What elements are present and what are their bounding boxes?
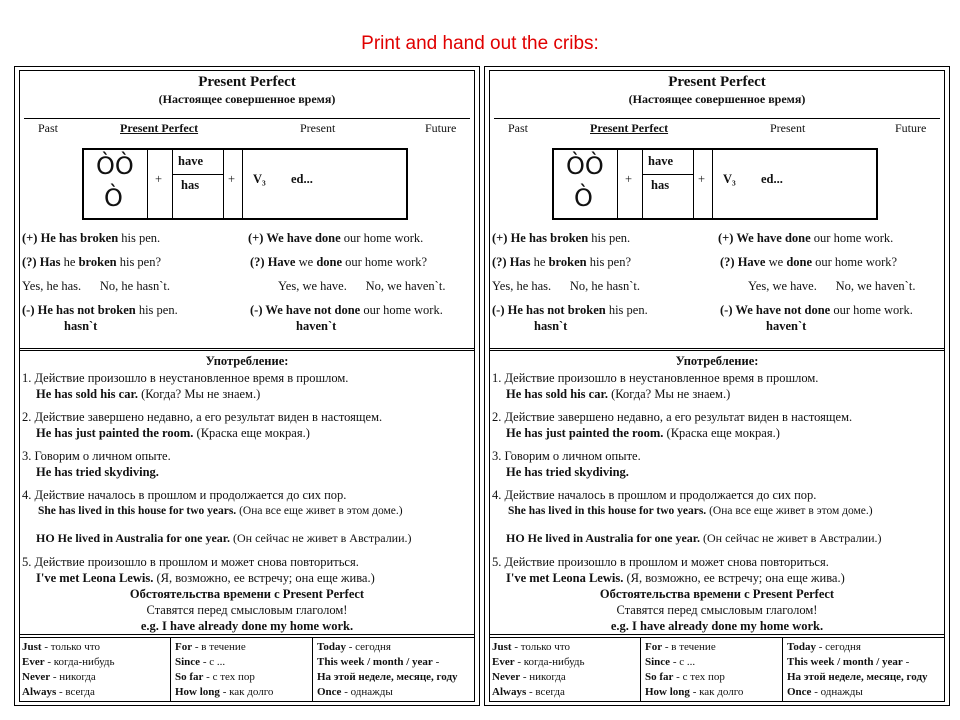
usage-5-example: I've met Leona Lewis. (Я, возможно, ее встречу; она еще жива.) — [506, 571, 845, 585]
contraction-hasnt: hasn`t — [534, 319, 568, 333]
usage-2: 2. Действие завершено недавно, а его результат виден в настоящем. — [492, 410, 853, 424]
example-question-1: (?) Has he broken his pen? — [22, 255, 162, 269]
timeline-present-perfect: Present Perfect — [120, 121, 199, 135]
usage-4-example: She has lived in this house for two years. (Она все еще живет в этом доме.) — [38, 505, 403, 517]
timeline-future: Future — [895, 121, 927, 135]
timeline-present: Present — [770, 121, 806, 135]
adverb-row: Just - только что — [22, 641, 100, 653]
timeline-past: Past — [38, 121, 59, 135]
formula-box — [82, 148, 408, 220]
verb-v3: V₃ — [253, 172, 266, 186]
usage-3: 3. Говорим о личном опыте. — [22, 449, 171, 463]
usage-3: 3. Говорим о личном опыте. — [492, 449, 641, 463]
timeline-past: Past — [508, 121, 529, 135]
usage-section — [490, 350, 944, 635]
adverbs-col-2 — [175, 640, 311, 700]
adverb-row: So far - с тех пор — [645, 671, 725, 683]
divider — [24, 118, 470, 119]
usage-5: 5. Действие произошло в прошлом и может снова повториться. — [492, 555, 829, 569]
adverbs-rule: Ставятся перед смысловым глаголом! — [616, 603, 818, 617]
adverb-row: How long - как долго — [645, 686, 744, 698]
example-positive-2: (+) We have done our home work. — [248, 231, 424, 245]
adverb-row: Just - только что — [492, 641, 570, 653]
adverb-row: For - в течение — [645, 641, 716, 653]
rule-section — [20, 71, 474, 349]
adverbs-col-3 — [787, 640, 943, 700]
adverb-row: На этой неделе, месяце, году — [317, 671, 458, 683]
plus-sign: + — [625, 172, 633, 186]
aux-have: have — [648, 154, 673, 168]
adverb-row: Ever - когда-нибудь — [492, 656, 585, 668]
adverb-row: Once - однажды — [787, 686, 863, 698]
adverbs-rule: Ставятся перед смысловым глаголом! — [146, 603, 348, 617]
usage-2-example: He has just painted the room. (Краска еще мокрая.) — [506, 426, 780, 440]
short-answers-1: Yes, he has. No, he hasn`t. — [492, 279, 641, 293]
contraction-hasnt: hasn`t — [64, 319, 98, 333]
subject-plural-icon: ÒÒ — [566, 152, 604, 180]
usage-5: 5. Действие произошло в прошлом и может снова повториться. — [22, 555, 359, 569]
timeline-present-perfect: Present Perfect — [590, 121, 669, 135]
usage-4: 4. Действие началось в прошлом и продолжается до сих пор. — [22, 488, 347, 502]
usage-3-example: He has tried skydiving. — [36, 465, 159, 479]
usage-5-example: I've met Leona Lewis. (Я, возможно, ее встречу; она еще жива.) — [36, 571, 375, 585]
usage-2: 2. Действие завершено недавно, а его результат виден в настоящем. — [22, 410, 383, 424]
adverb-row: So far - с тех пор — [175, 671, 255, 683]
adverb-row: How long - как долго — [175, 686, 274, 698]
plus-sign-2: + — [698, 172, 706, 186]
usage-2-example: He has just painted the room. (Краска еще мокрая.) — [36, 426, 310, 440]
slide-title: Print and hand out the cribs: — [361, 33, 599, 54]
aux-has: has — [651, 178, 670, 192]
usage-section — [20, 350, 474, 635]
rule-section — [490, 71, 944, 349]
adverb-row: For - в течение — [175, 641, 246, 653]
usage-heading: Употребление: — [675, 354, 759, 368]
aux-has: has — [181, 178, 200, 192]
divider — [494, 118, 940, 119]
plus-sign-2: + — [228, 172, 236, 186]
contraction-havent: haven`t — [296, 319, 337, 333]
verb-ed: ed... — [291, 172, 313, 186]
usage-1: 1. Действие произошло в неустановленное время в прошлом. — [492, 371, 819, 385]
adverbs-col-1 — [22, 640, 168, 700]
verb-cell — [712, 150, 877, 218]
adverb-row: Never - никогда — [22, 671, 96, 683]
usage-4-contrast: НО He lived in Australia for one year. (Он сейчас не живет в Австралии.) — [36, 531, 412, 545]
crib-title: Present Perfect — [198, 74, 296, 90]
adverbs-example: e.g. I have already done my home work. — [140, 619, 354, 633]
example-negative-1: (-) He has not broken his pen. — [22, 303, 178, 317]
adverb-row: Today - сегодня — [317, 641, 391, 653]
adverbs-col-1 — [492, 640, 638, 700]
crib-inner-frame — [489, 70, 945, 702]
adverb-row: Never - никогда — [492, 671, 566, 683]
aux-have: have — [178, 154, 203, 168]
adverbs-table — [20, 637, 474, 702]
adverbs-col-2 — [645, 640, 781, 700]
usage-1-example: He has sold his car. (Когда? Мы не знаем.) — [506, 387, 731, 401]
example-negative-2: (-) We have not done our home work. — [720, 303, 913, 317]
adverb-row: Once - однажды — [317, 686, 393, 698]
crib-inner-frame — [19, 70, 475, 702]
usage-heading: Употребление: — [205, 354, 289, 368]
adverbs-table — [490, 637, 944, 702]
subject-singular-icon: Ò — [574, 184, 593, 212]
example-negative-2: (-) We have not done our home work. — [250, 303, 443, 317]
adverb-row: This week / month / year - — [787, 656, 910, 668]
plus-cell — [617, 150, 642, 218]
verb-ed: ed... — [761, 172, 783, 186]
usage-4-contrast: НО He lived in Australia for one year. (Он сейчас не живет в Австралии.) — [506, 531, 882, 545]
usage-4-example: She has lived in this house for two years. (Она все еще живет в этом доме.) — [508, 505, 873, 517]
usage-3-example: He has tried skydiving. — [506, 465, 629, 479]
usage-4: 4. Действие началось в прошлом и продолжается до сих пор. — [492, 488, 817, 502]
plus-cell-2 — [693, 150, 712, 218]
adverbs-heading: Обстоятельства времени с Present Perfect — [599, 587, 835, 601]
adverb-row: Always - всегда — [22, 686, 95, 698]
adverb-row: Since - с ... — [645, 656, 696, 668]
short-answers-2: Yes, we have. No, we haven`t. — [278, 279, 446, 293]
crib-card-right — [484, 66, 950, 706]
aux-cell — [642, 150, 693, 218]
adverb-row: Today - сегодня — [787, 641, 861, 653]
example-negative-1: (-) He has not broken his pen. — [492, 303, 648, 317]
short-answers-2: Yes, we have. No, we haven`t. — [748, 279, 916, 293]
usage-1: 1. Действие произошло в неустановленное время в прошлом. — [22, 371, 349, 385]
example-positive-2: (+) We have done our home work. — [718, 231, 894, 245]
subject-plural-icon: ÒÒ — [96, 152, 134, 180]
plus-sign: + — [155, 172, 163, 186]
crib-title: Present Perfect — [668, 74, 766, 90]
example-question-2: (?) Have we done our home work? — [720, 255, 898, 269]
example-question-1: (?) Has he broken his pen? — [492, 255, 632, 269]
plus-cell-2 — [223, 150, 242, 218]
adverb-row: This week / month / year - — [317, 656, 440, 668]
crib-subtitle: (Настоящее совершенное время) — [158, 92, 336, 106]
verb-cell — [242, 150, 407, 218]
subject-singular-icon: Ò — [104, 184, 123, 212]
example-positive-1: (+) He has broken his pen. — [22, 231, 161, 245]
adverbs-heading: Обстоятельства времени с Present Perfect — [129, 587, 365, 601]
crib-card-left — [14, 66, 480, 706]
crib-subtitle: (Настоящее совершенное время) — [628, 92, 806, 106]
verb-v3: V₃ — [723, 172, 736, 186]
adverb-row: На этой неделе, месяце, году — [787, 671, 928, 683]
adverb-row: Since - с ... — [175, 656, 226, 668]
adverb-row: Ever - когда-нибудь — [22, 656, 115, 668]
adverbs-col-3 — [317, 640, 473, 700]
formula-box — [552, 148, 878, 220]
adverb-row: Always - всегда — [492, 686, 565, 698]
aux-cell — [172, 150, 223, 218]
contraction-havent: haven`t — [766, 319, 807, 333]
example-positive-1: (+) He has broken his pen. — [492, 231, 631, 245]
example-question-2: (?) Have we done our home work? — [250, 255, 428, 269]
short-answers-1: Yes, he has. No, he hasn`t. — [22, 279, 171, 293]
timeline-present: Present — [300, 121, 336, 135]
timeline-future: Future — [425, 121, 457, 135]
adverbs-example: e.g. I have already done my home work. — [610, 619, 824, 633]
plus-cell — [147, 150, 172, 218]
usage-1-example: He has sold his car. (Когда? Мы не знаем.) — [36, 387, 261, 401]
